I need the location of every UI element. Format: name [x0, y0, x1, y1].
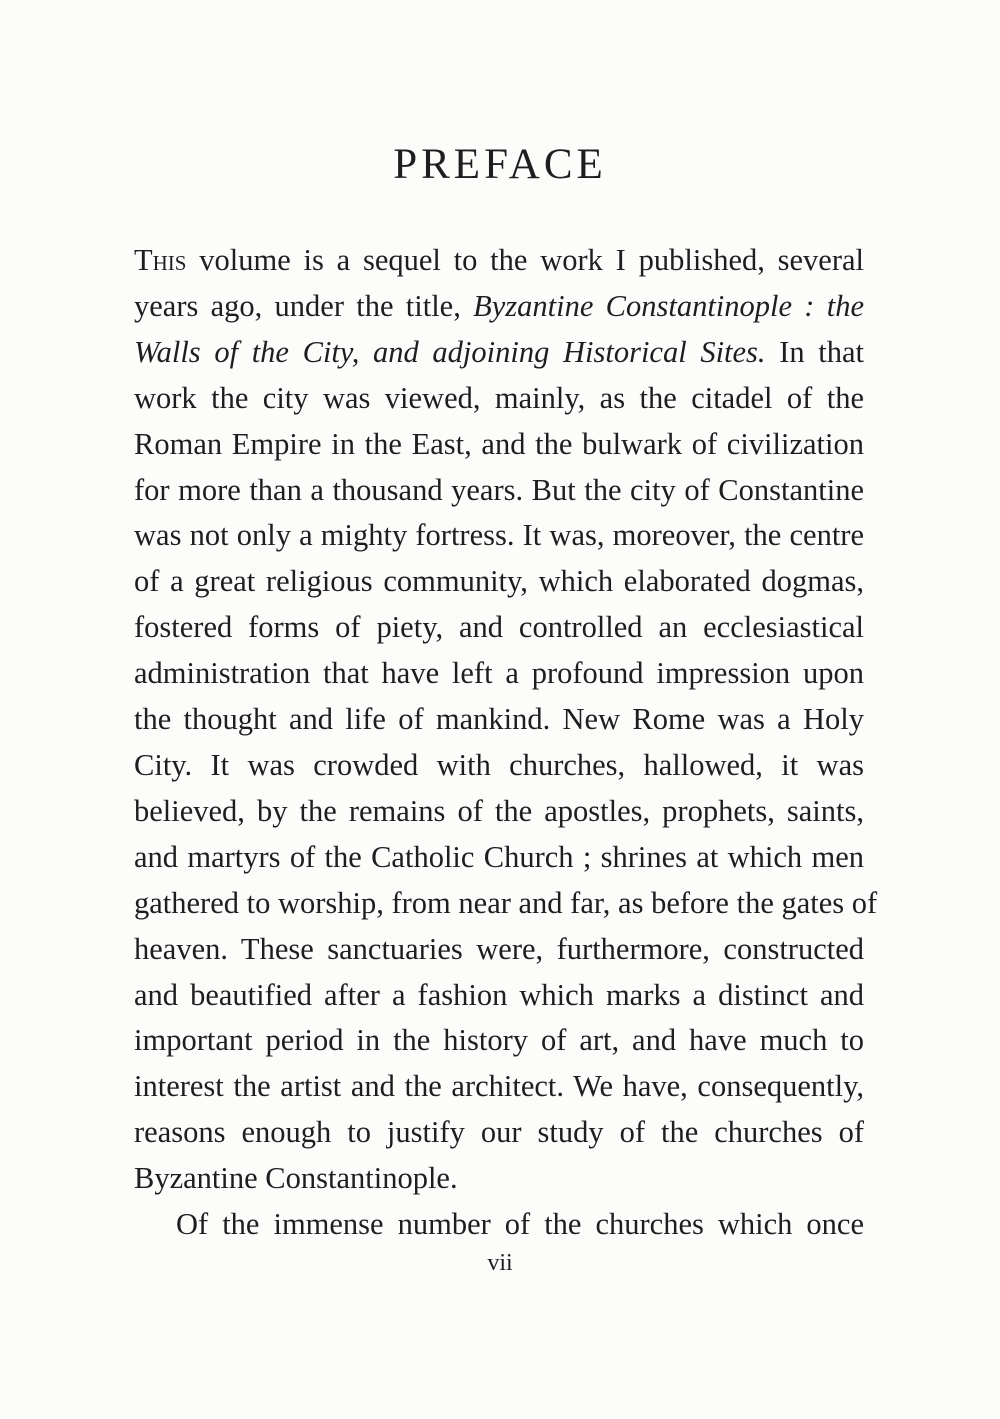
- page-title: PREFACE: [393, 141, 607, 188]
- text-line: and martyrs of the Catholic Church ; shrines at which men: [134, 839, 864, 874]
- text-line: believed, by the remains of the apostles, prophets, saints,: [134, 793, 864, 828]
- text-line: interest the artist and the architect. We have, consequently,: [134, 1069, 864, 1104]
- text-line: Roman Empire in the East, and the bulwark of civilization: [134, 426, 864, 461]
- text-line: was not only a mighty fortress. It was, moreover, the centre: [134, 518, 864, 553]
- text-line: work the city was viewed, mainly, as the citadel of the: [134, 380, 864, 415]
- text-line: gathered to worship, from near and far, as before the gates of: [134, 885, 878, 920]
- text-line: the thought and life of mankind. New Rome was a Holy: [134, 702, 864, 737]
- text-line: heaven. These sanctuaries were, furthermore, constructed: [134, 931, 864, 966]
- paragraph-start-line: Of the immense number of the churches which once: [176, 1207, 864, 1242]
- text-line: This volume is a sequel to the work I published, several: [134, 243, 864, 277]
- preface-body: [134, 238, 878, 1248]
- paragraph-end-line: Byzantine Constantinople.: [134, 1161, 458, 1196]
- text-line: fostered forms of piety, and controlled an ecclesiastical: [134, 610, 864, 645]
- text-line: and beautified after a fashion which marks a distinct and: [134, 977, 864, 1012]
- text-line: for more than a thousand years. But the city of Constantine: [134, 472, 864, 507]
- text-line: of a great religious community, which elaborated dogmas,: [134, 564, 864, 599]
- book-title-italic: Byzantine Constantinople : the: [473, 288, 864, 323]
- text-line: Walls of the City, and adjoining Historical Sites. In that: [134, 334, 864, 369]
- text-line: important period in the history of art, and have much to: [134, 1023, 864, 1058]
- text-line: City. It was crowded with churches, hallowed, it was: [134, 747, 864, 782]
- text-line: reasons enough to justify our study of the churches of: [134, 1115, 864, 1150]
- book-title-italic: Walls of the City, and adjoining Historical Sites.: [134, 334, 766, 369]
- page-number: vii: [487, 1250, 513, 1276]
- text-line: administration that have left a profound impression upon: [134, 656, 864, 691]
- drop-lead-word: This: [134, 243, 187, 277]
- text-line: years ago, under the title, Byzantine Constantinople : the: [134, 288, 864, 323]
